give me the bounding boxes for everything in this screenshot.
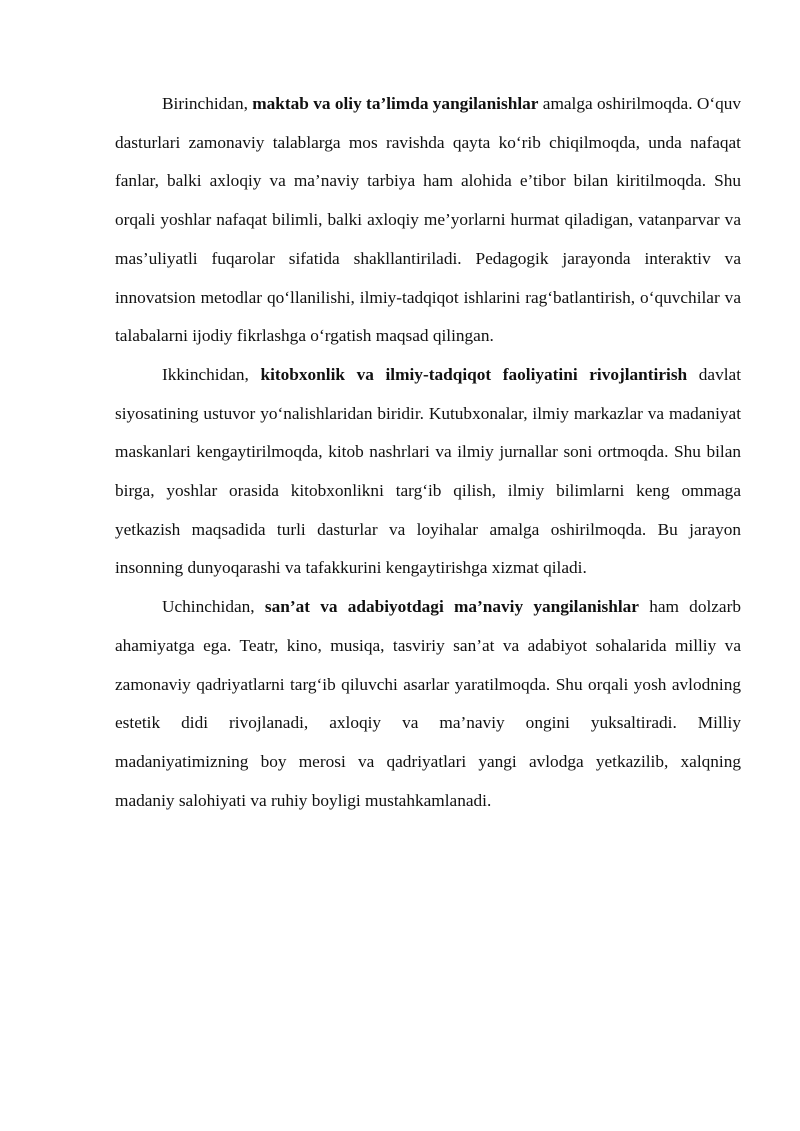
paragraph-lead: Uchinchidan, [162, 597, 265, 617]
paragraph-first [115, 85, 741, 356]
paragraph-lead: Birinchidan, [162, 94, 253, 113]
paragraph-body: ham dolzarb ahamiyatga ega. Teatr, kino, musiqa, tasviriy san’at va adabiyot sohalarida milliy va zamonaviy qadriyatlarni targ‘ib qiluvchi asarlar yaratilmoqda. Shu orqali yosh avlodning estetik didi rivojlanadi, axloqiy va ma’naviy ongini yuksaltiradi. Milliy madaniyatimizning boy merosi va qadriyatlari yangi avlodga yetkazilib, xalqning madaniy salohiyati va ruhiy boyligi mustahkamlanadi. [115, 597, 741, 810]
paragraph-body: amalga oshirilmoqda. O‘quv dasturlari zamonaviy talablarga mos ravishda qayta ko‘rib chiqilmoqda, unda nafaqat fanlar, balki axloqiy va ma’naviy tarbiya ham alohida e’tibor bilan kiritilmoqda. Shu orqali yoshlar nafaqat bilimli, balki axloqiy me’yorlarni hurmat qiladigan, vatanparvar va mas’uliyatli fuqarolar sifatida shakllantiriladi. Pedagogik jarayonda interaktiv va innovatsion metodlar qo‘llanilishi, ilmiy-tadqiqot ishlarini rag‘batlantirish, o‘quvchilar va talabalarni ijodiy fikrlashga o‘rgatish maqsad qilingan. [115, 94, 741, 346]
paragraph-bold-phrase: kitobxonlik va ilmiy-tadqiqot faoliyatini rivojlantirish [260, 364, 688, 384]
paragraph-third [115, 588, 741, 820]
paragraph-body: davlat siyosatining ustuvor yo‘nalishlaridan biridir. Kutubxonalar, ilmiy markazlar va madaniyat maskanlari kengaytirilmoqda, kitob nashrlari va ilmiy jurnallar soni ortmoqda. Shu bilan birga, yoshlar orasida kitobxonlikni targ‘ib qilish, ilmiy bilimlarni keng ommaga yetkazish maqsadida turli dasturlar va loyihalar amalga oshirilmoqda. Bu jarayon insonning dunyoqarashi va tafakkurini kengaytirishga xizmat qiladi. [115, 364, 742, 578]
document-page [115, 85, 741, 820]
paragraph-bold-phrase: san’at va adabiyotdagi ma’naviy yangilanishlar [264, 597, 639, 617]
paragraph-second [115, 356, 741, 588]
paragraph-bold-phrase: maktab va oliy ta’limda yangilanishlar [252, 94, 539, 113]
paragraph-lead: Ikkinchidan, [162, 364, 261, 384]
